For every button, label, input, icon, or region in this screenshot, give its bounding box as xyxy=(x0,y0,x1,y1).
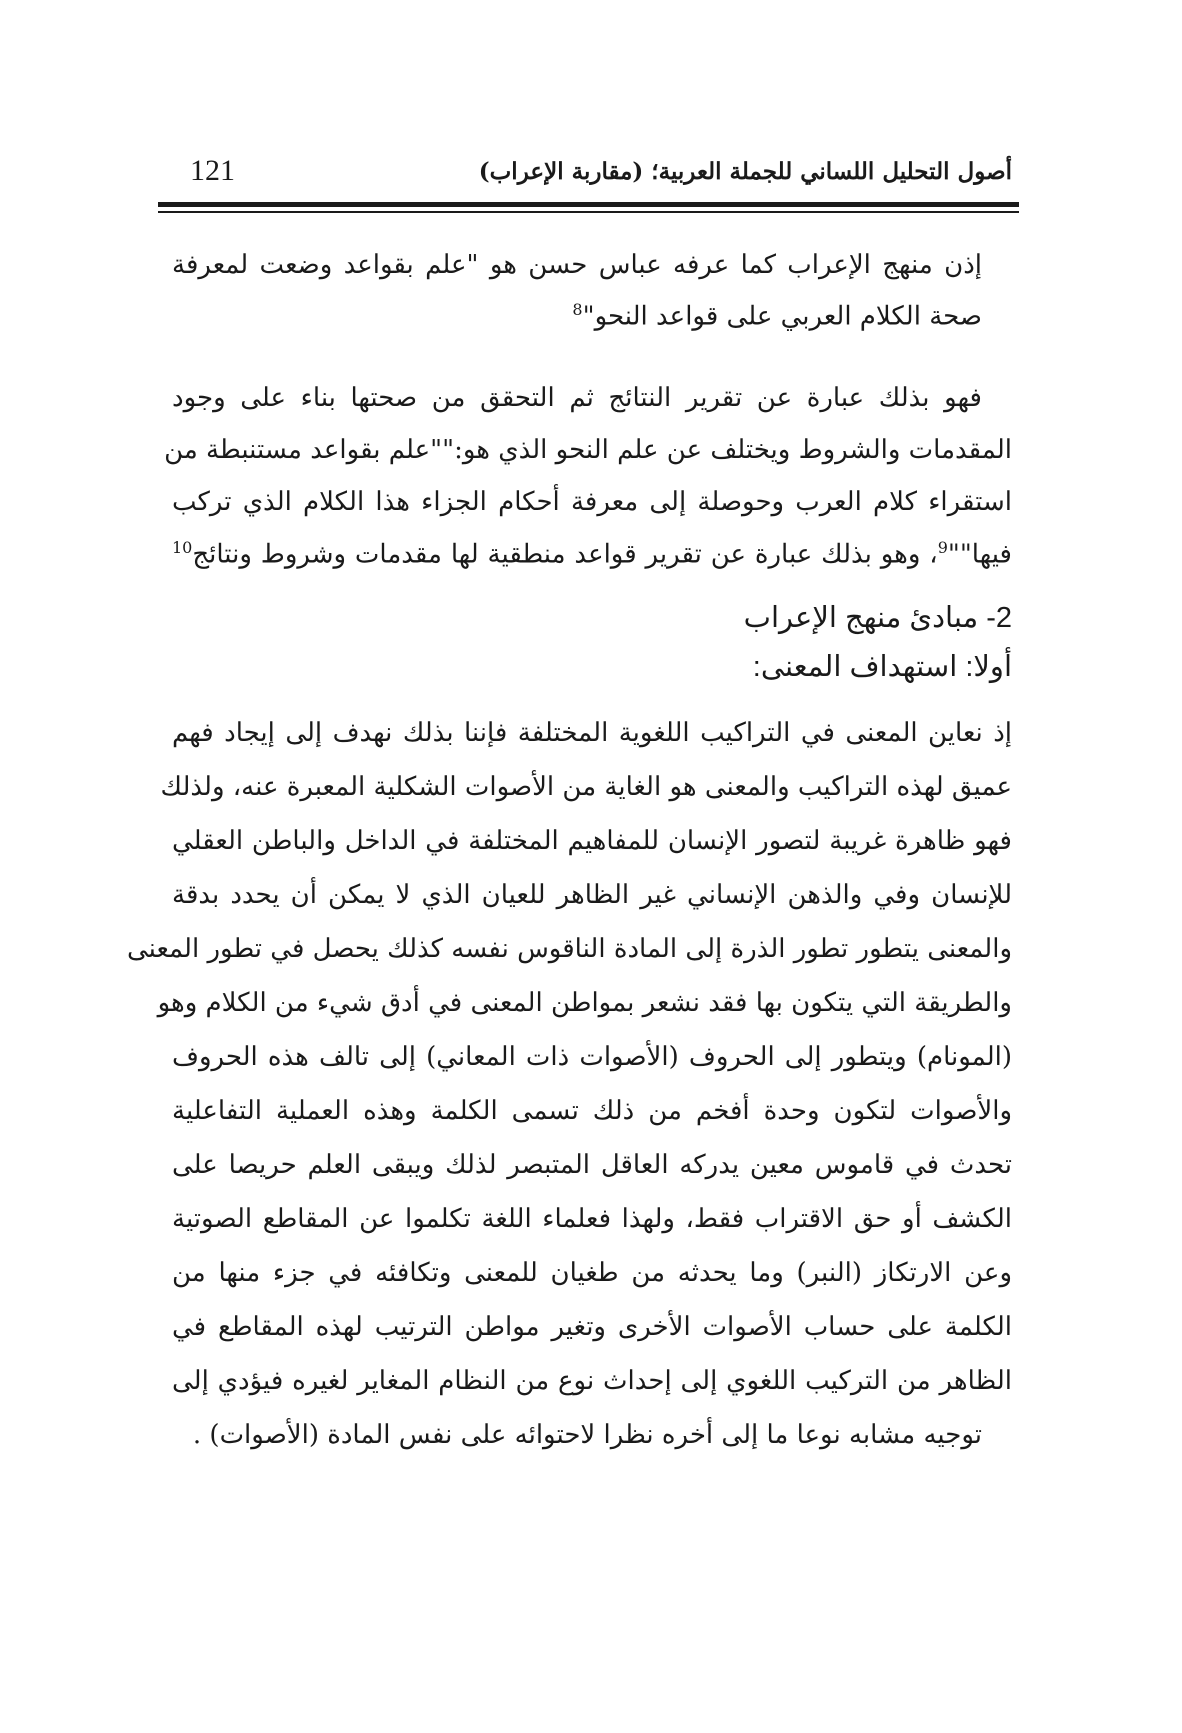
paragraph1-line: إذن منهج الإعراب كما عرفه عباس حسن هو "علم بقواعد وضعت لمعرفة xyxy=(172,250,982,280)
paragraph2-last-part2: ، وهو بذلك عبارة عن تقرير قواعد منطقية لها مقدمات وشروط ونتائج xyxy=(192,539,938,570)
footnote-ref-9: 9 xyxy=(937,538,948,557)
paragraph3-line: والأصوات لتكون وحدة أفخم من ذلك تسمى الكلمة وهذه العملية التفاعلية xyxy=(172,1096,1012,1126)
paragraph3-line: الكلمة على حساب الأصوات الأخرى وتغير مواطن الترتيب لهذه المقاطع في xyxy=(172,1312,1012,1342)
footnote-ref-8: 8 xyxy=(572,300,583,319)
paragraph2-last-line xyxy=(172,540,1012,568)
paragraph3-line: فهو ظاهرة غريبة لتصور الإنسان للمفاهيم المختلفة في الداخل والباطن العقلي xyxy=(172,826,1012,856)
section-heading: 2- مبادئ منهج الإعراب xyxy=(743,602,1012,634)
page-number: 121 xyxy=(190,154,235,187)
paragraph3-line: إذ نعاين المعنى في التراكيب اللغوية المختلفة فإننا بذلك نهدف إلى إيجاد فهم xyxy=(172,718,1012,748)
footnote-ref-10: 10 xyxy=(172,538,193,557)
paragraph3-line: والمعنى يتطور تطور الذرة إلى المادة الناقوس نفسه كذلك يحصل في تطور المعنى xyxy=(126,934,1012,964)
paragraph2-last-part1: فيها"" xyxy=(947,539,1012,570)
paragraph2-line: فهو بذلك عبارة عن تقرير النتائج ثم التحقق من صحتها بناء على وجود xyxy=(172,383,982,413)
paragraph3-line: عميق لهذه التراكيب والمعنى هو الغاية من الأصوات الشكلية المعبرة عنه، ولذلك xyxy=(160,772,1012,802)
paragraph1-line-with-footnote xyxy=(172,302,982,330)
header-rule-thick xyxy=(158,202,1019,207)
paragraph3-line: وعن الارتكاز (النبر) وما يحدثه من طغيان للمعنى وتكافئه في جزء منها من xyxy=(172,1258,1012,1288)
running-header-title: أصول التحليل اللساني للجملة العربية؛ (مقاربة الإعراب) xyxy=(478,158,1012,185)
paragraph2-line: استقراء كلام العرب وحوصلة إلى معرفة أحكام الجزاء هذا الكلام الذي تركب xyxy=(172,487,1012,517)
paragraph3-line: الكشف أو حق الاقتراب فقط، ولهذا فعلماء اللغة تكلموا عن المقاطع الصوتية xyxy=(172,1204,1012,1234)
paragraph3-last-line: توجيه مشابه نوعا ما إلى أخره نظرا لاحتوائه على نفس المادة (الأصوات) . xyxy=(192,1420,982,1450)
paragraph3-line: والطريقة التي يتكون بها فقد نشعر بمواطن المعنى في أدق شيء من الكلام وهو xyxy=(157,988,1012,1018)
paragraph3-line: تحدث في قاموس معين يدركه العاقل المتبصر لذلك ويبقى العلم حريصا على xyxy=(172,1150,1012,1180)
paragraph1-line-text: صحة الكلام العربي على قواعد النحو" xyxy=(582,301,982,332)
paragraph3-line: الظاهر من التركيب اللغوي إلى إحداث نوع من النظام المغاير لغيره فيؤدي إلى xyxy=(172,1366,1012,1396)
paragraph3-line: للإنسان وفي والذهن الإنساني غير الظاهر للعيان الذي لا يمكن أن يحدد بدقة xyxy=(172,880,1012,910)
header-rule-thin xyxy=(158,211,1019,213)
paragraph3-line: (المونام) ويتطور إلى الحروف (الأصوات ذات المعاني) إلى تالف هذه الحروف xyxy=(172,1042,1012,1072)
paragraph2-line: المقدمات والشروط ويختلف عن علم النحو الذي هو:""علم بقواعد مستنبطة من xyxy=(164,435,1012,465)
subheading: أولا: استهداف المعنى: xyxy=(752,651,1012,683)
